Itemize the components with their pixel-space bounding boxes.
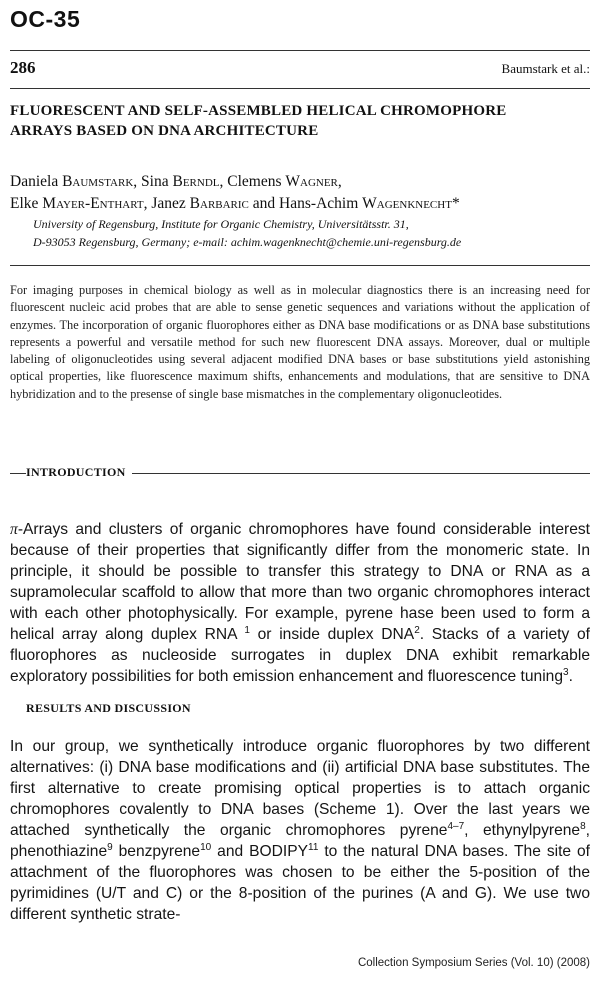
title-line-1: FLUORESCENT AND SELF-ASSEMBLED HELICAL CHROMOPHORE xyxy=(10,103,507,119)
reference-mark: 4–7 xyxy=(447,820,465,832)
section-heading-results: RESULTS AND DISCUSSION xyxy=(26,701,191,715)
title-line-2: ARRAYS BASED ON DNA ARCHITECTURE xyxy=(10,123,319,139)
reference-mark: 3 xyxy=(563,666,569,678)
abstract-rule-top xyxy=(10,265,590,266)
header-rule-top xyxy=(10,50,590,51)
results-paragraph: In our group, we synthetically introduce organic fluorophores by two different alternatives: (i) DNA base modifications and (ii) artificial DNA base substitutes. The first alternative to create promising optical properties is to attach organic chromophores covalently to DNA bases (Scheme 1). Over the last years we attached synthetically the organic chromophores pyrene$^{4-7}$, ethynylpyrene$^8$, phenothiazine$^9$ benzpyrene$^{10}$ and BODIPY$^{11}$ to the natural DNA bases. The site of attachment of the fluorophores was chosen to be either the 5-position of the pyrimidines (U/T and C) or the 8-position of the purines (A and G). We use two different synthetic strate- xyxy=(10,738,591,923)
running-head: Baumstark et al.: xyxy=(501,61,590,76)
reference-mark: 1 xyxy=(244,624,250,636)
author: Clemens Wagner xyxy=(227,173,338,190)
author-list: Daniela Baumstark, Sina Berndl, Clemens Wagner, Elke Mayer-Enthart, Janez Barbaric and Hans-Achim Wagenknecht* xyxy=(10,173,460,212)
author: Hans-Achim Wagenknecht xyxy=(279,195,452,212)
author: Daniela Baumstark xyxy=(10,173,134,190)
reference-mark: 9 xyxy=(107,841,113,853)
article-title xyxy=(10,101,590,141)
reference-mark: 10 xyxy=(200,841,212,853)
page-header xyxy=(10,58,590,82)
author: Sina Berndl xyxy=(141,173,220,190)
reference-mark: 2 xyxy=(414,624,420,636)
reference-mark: 8 xyxy=(580,820,586,832)
introduction-paragraph: π-Arrays and clusters of organic chromophores have found considerable interest because of their properties that significantly differ from the monomeric state. In principle, it should be possible to transfer this strategy to DNA or RNA as a supramolecular scaffold to allow that more than two organic chromophores interact with each other photophysically. For example, pyrene hase been used to form a helical array along duplex RNA $^1$ or inside duplex DNA$^2$. Stacks of a variety of fluorophores as nucleoside surrogates in duplex DNA exhibit remarkable exploratory possibilities for both emission enhancement and fluorescence tuning$^3$. xyxy=(10,521,590,685)
affiliation-line-1: University of Regensburg, Institute for Organic Chemistry, Universitätsstr. 31, xyxy=(33,217,409,231)
author: Elke Mayer-Enthart xyxy=(10,195,144,212)
page-footer: Collection Symposium Series (Vol. 10) (2008) xyxy=(357,957,590,969)
pi-symbol: π xyxy=(10,521,18,538)
affiliation xyxy=(33,215,590,251)
reference-mark: 11 xyxy=(308,841,319,853)
author: Janez Barbaric xyxy=(151,195,249,212)
page-number: 286 xyxy=(10,58,36,77)
affiliation-line-2: D-93053 Regensburg, Germany; e-mail: achim.wagenknecht@chemie.uni-regensburg.de xyxy=(33,235,462,249)
section-heading-introduction: INTRODUCTION xyxy=(26,465,132,480)
abstract-code: OC-35 xyxy=(10,6,81,32)
abstract-text: For imaging purposes in chemical biology as well as in molecular diagnostics there is an increasing need for fluorescent nucleic acid probes that are able to sense genetic sequences and variations without the application of enzymes. The incorporation of organic fluorophores either as DNA base modifications or as DNA base substitutions represents a powerful and versatile method for such new fluorescent DNA assays. Moreover, dual or multiple labeling of oligonucleotides using several adjacent modified DNA bases or base substitutions yield astonishing optical properties, like fluorescence maximum shifts, enhancements and modulations, that are sensitive to DNA hybridization and to the presense of single base mismatches in the complementary oligonucleotides. xyxy=(10,283,590,401)
header-rule-bottom xyxy=(10,88,590,89)
